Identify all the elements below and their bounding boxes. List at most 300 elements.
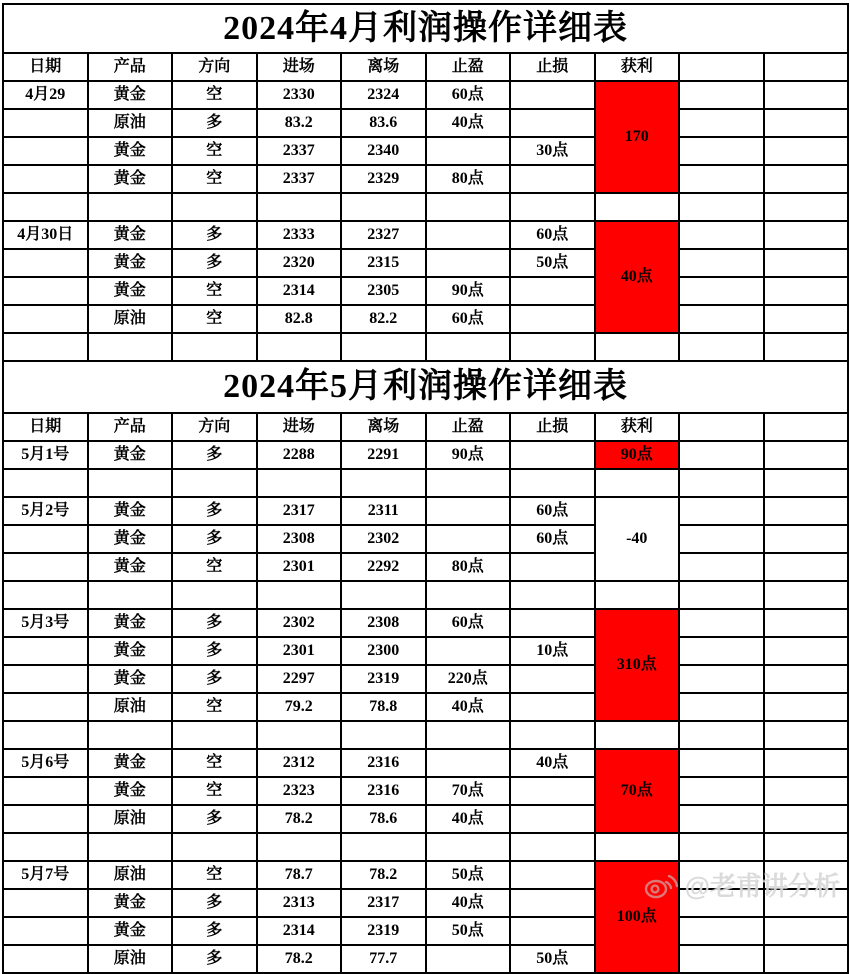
empty-cell [679,553,764,581]
product-cell: 黄金 [88,81,173,109]
date-cell [3,581,88,609]
product-cell: 黄金 [88,917,173,945]
empty-cell [764,861,849,889]
entry-cell: 82.8 [257,305,342,333]
entry-cell: 78.2 [257,945,342,973]
stop-loss-cell [510,553,595,581]
april-profit-table [2,3,849,362]
date-cell [3,277,88,305]
take-profit-cell [426,525,511,553]
profit-cell [595,333,680,361]
direction-cell: 多 [172,805,257,833]
take-profit-cell [426,749,511,777]
product-cell: 黄金 [88,441,173,469]
product-cell: 黄金 [88,553,173,581]
date-cell [3,553,88,581]
column-header-entry: 进场 [257,413,342,441]
table-row [3,193,848,221]
column-header-profit: 获利 [595,413,680,441]
stop-loss-cell: 50点 [510,945,595,973]
empty-cell [764,137,849,165]
empty-cell [764,665,849,693]
stop-loss-cell [510,861,595,889]
product-cell: 黄金 [88,249,173,277]
entry-cell [257,469,342,497]
entry-cell: 2312 [257,749,342,777]
empty-cell [764,749,849,777]
empty-cell [764,249,849,277]
product-cell: 原油 [88,109,173,137]
exit-cell: 2317 [341,889,426,917]
direction-cell: 多 [172,441,257,469]
exit-cell: 2324 [341,81,426,109]
table-row [3,889,848,917]
direction-cell: 多 [172,497,257,525]
product-cell [88,469,173,497]
table-row [3,305,848,333]
table-row [3,441,848,469]
column-header-direction: 方向 [172,53,257,81]
exit-cell: 2308 [341,609,426,637]
profit-cell: 90点 [595,441,680,469]
date-cell [3,469,88,497]
take-profit-cell: 50点 [426,917,511,945]
entry-cell: 2330 [257,81,342,109]
exit-cell [341,721,426,749]
date-cell [3,249,88,277]
exit-cell [341,333,426,361]
empty-cell [764,165,849,193]
direction-cell: 空 [172,137,257,165]
column-header-exit: 离场 [341,413,426,441]
stop-loss-cell: 10点 [510,637,595,665]
direction-cell: 空 [172,305,257,333]
stop-loss-cell: 60点 [510,221,595,249]
profit-cell [595,721,680,749]
exit-cell: 2340 [341,137,426,165]
stop-loss-cell [510,777,595,805]
empty-cell [764,193,849,221]
empty-cell [679,581,764,609]
table-row [3,693,848,721]
profit-cell [595,581,680,609]
empty-cell [764,777,849,805]
stop-loss-cell [510,469,595,497]
empty-cell [679,721,764,749]
stop-loss-cell [510,333,595,361]
entry-cell: 2333 [257,221,342,249]
stop-loss-cell [510,581,595,609]
entry-cell: 2317 [257,497,342,525]
entry-cell: 2320 [257,249,342,277]
stop-loss-cell [510,693,595,721]
stop-loss-cell [510,917,595,945]
direction-cell: 多 [172,525,257,553]
date-cell [3,693,88,721]
take-profit-cell [426,221,511,249]
empty-cell [679,277,764,305]
take-profit-cell [426,333,511,361]
direction-cell: 空 [172,553,257,581]
exit-cell: 77.7 [341,945,426,973]
column-header-product: 产品 [88,413,173,441]
entry-cell: 2297 [257,665,342,693]
take-profit-cell [426,721,511,749]
take-profit-cell [426,581,511,609]
product-cell [88,193,173,221]
empty-cell [679,525,764,553]
stop-loss-cell [510,805,595,833]
direction-cell [172,469,257,497]
table-row [3,945,848,973]
empty-cell [764,637,849,665]
direction-cell: 多 [172,889,257,917]
product-cell: 黄金 [88,749,173,777]
direction-cell: 多 [172,945,257,973]
empty-cell [679,81,764,109]
entry-cell: 2288 [257,441,342,469]
entry-cell: 2337 [257,137,342,165]
stop-loss-cell: 60点 [510,497,595,525]
column-header-take-profit: 止盈 [426,53,511,81]
exit-cell [341,193,426,221]
exit-cell: 2315 [341,249,426,277]
empty-cell [764,945,849,973]
empty-cell [679,441,764,469]
stop-loss-cell [510,609,595,637]
table-row [3,81,848,109]
date-cell [3,165,88,193]
stop-loss-cell [510,721,595,749]
product-cell: 黄金 [88,165,173,193]
profit-cell: 100点 [595,861,680,973]
exit-cell [341,469,426,497]
product-cell: 黄金 [88,497,173,525]
stop-loss-cell [510,81,595,109]
empty-cell [679,305,764,333]
date-cell [3,917,88,945]
exit-cell: 2300 [341,637,426,665]
stop-loss-cell [510,305,595,333]
take-profit-cell: 60点 [426,81,511,109]
table-row [3,333,848,361]
profit-cell [595,833,680,861]
date-cell: 5月3号 [3,609,88,637]
stop-loss-cell [510,165,595,193]
stop-loss-cell: 60点 [510,525,595,553]
entry-cell: 2314 [257,277,342,305]
date-cell [3,889,88,917]
entry-cell: 78.7 [257,861,342,889]
empty-cell [764,221,849,249]
column-header-stop-loss: 止损 [510,53,595,81]
product-cell: 原油 [88,805,173,833]
exit-cell: 82.2 [341,305,426,333]
exit-cell: 2302 [341,525,426,553]
product-cell: 黄金 [88,777,173,805]
empty-cell [764,497,849,525]
table-row [3,109,848,137]
date-cell: 5月1号 [3,441,88,469]
empty-cell [679,333,764,361]
empty-cell [679,693,764,721]
take-profit-cell [426,833,511,861]
table-row [3,581,848,609]
empty-cell [679,609,764,637]
empty-cell [764,277,849,305]
column-header-entry: 进场 [257,53,342,81]
empty-cell [679,945,764,973]
take-profit-cell [426,469,511,497]
take-profit-cell: 90点 [426,277,511,305]
entry-cell [257,581,342,609]
direction-cell: 多 [172,109,257,137]
direction-cell: 多 [172,249,257,277]
take-profit-cell: 90点 [426,441,511,469]
exit-cell: 2316 [341,749,426,777]
empty-cell [679,805,764,833]
product-cell: 黄金 [88,609,173,637]
empty-cell [679,889,764,917]
date-cell [3,305,88,333]
take-profit-cell [426,193,511,221]
direction-cell: 多 [172,665,257,693]
exit-cell: 2311 [341,497,426,525]
product-cell [88,581,173,609]
exit-cell: 78.2 [341,861,426,889]
date-cell [3,637,88,665]
direction-cell: 多 [172,221,257,249]
take-profit-cell: 70点 [426,777,511,805]
stop-loss-cell: 30点 [510,137,595,165]
date-cell [3,777,88,805]
profit-cell: -40 [595,497,680,581]
product-cell: 黄金 [88,665,173,693]
table-row [3,749,848,777]
direction-cell: 多 [172,917,257,945]
product-cell: 黄金 [88,277,173,305]
exit-cell: 78.8 [341,693,426,721]
table-row [3,137,848,165]
column-header-empty [764,53,849,81]
empty-cell [679,221,764,249]
empty-cell [764,81,849,109]
column-header-empty [764,413,849,441]
empty-cell [764,889,849,917]
take-profit-cell: 40点 [426,109,511,137]
entry-cell: 2301 [257,553,342,581]
empty-cell [764,305,849,333]
empty-cell [679,497,764,525]
take-profit-cell: 60点 [426,609,511,637]
column-header-product: 产品 [88,53,173,81]
exit-cell: 2327 [341,221,426,249]
take-profit-cell: 50点 [426,861,511,889]
empty-cell [679,665,764,693]
direction-cell: 空 [172,749,257,777]
table-title: 2024年5月利润操作详细表 [3,361,848,413]
empty-cell [764,553,849,581]
date-cell [3,665,88,693]
direction-cell: 空 [172,693,257,721]
table-row [3,553,848,581]
empty-cell [764,441,849,469]
profit-cell [595,469,680,497]
empty-cell [679,193,764,221]
date-cell: 5月7号 [3,861,88,889]
entry-cell: 2313 [257,889,342,917]
product-cell: 原油 [88,861,173,889]
table-row [3,721,848,749]
entry-cell: 2308 [257,525,342,553]
table-row [3,861,848,889]
entry-cell: 2337 [257,165,342,193]
empty-cell [764,609,849,637]
entry-cell [257,833,342,861]
empty-cell [764,581,849,609]
take-profit-cell: 40点 [426,805,511,833]
exit-cell: 2319 [341,665,426,693]
date-cell: 4月29 [3,81,88,109]
direction-cell: 空 [172,81,257,109]
direction-cell: 空 [172,777,257,805]
table-row [3,221,848,249]
empty-cell [764,109,849,137]
direction-cell [172,833,257,861]
empty-cell [764,917,849,945]
empty-cell [764,833,849,861]
direction-cell [172,721,257,749]
column-header-stop-loss: 止损 [510,413,595,441]
empty-cell [764,721,849,749]
table-row [3,833,848,861]
empty-cell [679,833,764,861]
may-profit-table [2,360,849,974]
empty-cell [764,693,849,721]
product-cell: 原油 [88,305,173,333]
entry-cell: 78.2 [257,805,342,833]
profit-cell: 170 [595,81,680,193]
stop-loss-cell: 40点 [510,749,595,777]
entry-cell: 2314 [257,917,342,945]
stop-loss-cell [510,665,595,693]
profit-tables-container [2,3,847,974]
direction-cell: 多 [172,637,257,665]
table-row [3,777,848,805]
stop-loss-cell [510,833,595,861]
table-row [3,805,848,833]
column-header-take-profit: 止盈 [426,413,511,441]
table-row [3,165,848,193]
product-cell: 黄金 [88,221,173,249]
direction-cell: 空 [172,277,257,305]
entry-cell: 83.2 [257,109,342,137]
product-cell: 黄金 [88,525,173,553]
empty-cell [679,749,764,777]
date-cell [3,333,88,361]
column-header-direction: 方向 [172,413,257,441]
take-profit-cell: 40点 [426,693,511,721]
empty-cell [679,109,764,137]
exit-cell [341,581,426,609]
product-cell: 黄金 [88,889,173,917]
column-header-date: 日期 [3,413,88,441]
exit-cell: 2292 [341,553,426,581]
table-title: 2024年4月利润操作详细表 [3,4,848,53]
product-cell: 黄金 [88,637,173,665]
table-row [3,609,848,637]
column-header-profit: 获利 [595,53,680,81]
date-cell [3,945,88,973]
profit-cell: 70点 [595,749,680,833]
take-profit-cell: 60点 [426,305,511,333]
product-cell: 原油 [88,945,173,973]
entry-cell [257,333,342,361]
entry-cell [257,193,342,221]
empty-cell [679,917,764,945]
take-profit-cell: 80点 [426,165,511,193]
empty-cell [679,861,764,889]
date-cell [3,805,88,833]
table-row [3,665,848,693]
empty-cell [679,165,764,193]
direction-cell [172,581,257,609]
exit-cell: 2319 [341,917,426,945]
table-row [3,637,848,665]
date-cell [3,193,88,221]
table-row [3,497,848,525]
column-header-empty [679,413,764,441]
stop-loss-cell [510,889,595,917]
direction-cell: 空 [172,861,257,889]
date-cell [3,721,88,749]
take-profit-cell: 220点 [426,665,511,693]
exit-cell [341,833,426,861]
column-header-date: 日期 [3,53,88,81]
watermark-handle: @老甫讲分析 [684,871,840,901]
product-cell: 黄金 [88,137,173,165]
date-cell [3,137,88,165]
entry-cell: 2323 [257,777,342,805]
take-profit-cell [426,637,511,665]
table-row [3,249,848,277]
exit-cell: 2316 [341,777,426,805]
column-header-exit: 离场 [341,53,426,81]
profit-cell [595,193,680,221]
direction-cell [172,193,257,221]
empty-cell [679,777,764,805]
product-cell [88,833,173,861]
empty-cell [764,525,849,553]
table-row [3,277,848,305]
direction-cell: 空 [172,165,257,193]
stop-loss-cell: 50点 [510,249,595,277]
product-cell: 原油 [88,693,173,721]
exit-cell: 2329 [341,165,426,193]
table-row [3,525,848,553]
take-profit-cell [426,137,511,165]
date-cell: 4月30日 [3,221,88,249]
stop-loss-cell [510,277,595,305]
table-row [3,469,848,497]
empty-cell [679,469,764,497]
entry-cell: 2302 [257,609,342,637]
direction-cell [172,333,257,361]
date-cell [3,833,88,861]
take-profit-cell [426,249,511,277]
empty-cell [764,333,849,361]
stop-loss-cell [510,109,595,137]
